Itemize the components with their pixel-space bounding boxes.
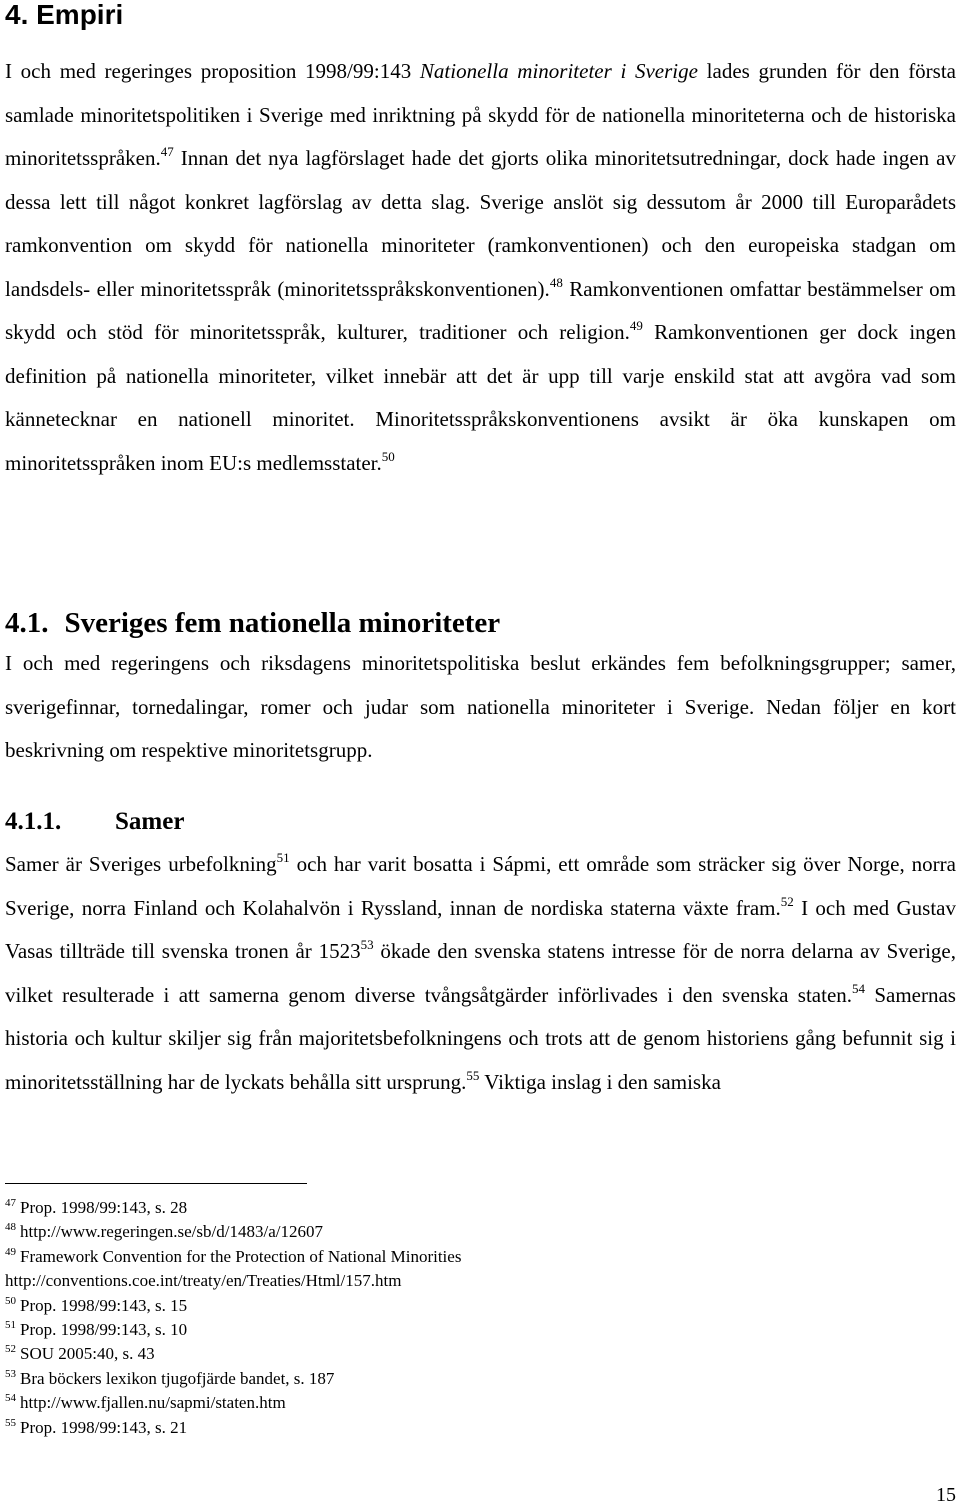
footnote-number: 52 [5, 1343, 16, 1356]
text-run: Viktiga inslag i den samiska [479, 1069, 721, 1094]
footnote-text: Prop. 1998/99:143, s. 15 [20, 1295, 188, 1315]
footnote-52 [5, 1342, 956, 1366]
footnote-number: 54 [5, 1392, 16, 1405]
text-run: Ramkonventionen ger dock ingen definition på nationella minoriteter, vilket innebär att det är upp till varje enskild stat att avgöra vad som kännetecknar en nationell minoritet. Minoritetsspråkskonventionens avsikt är öka kunskapen om minoritetsspråken inom EU:s medlemsstater. [5, 320, 957, 475]
section-number: 4.1. [5, 607, 49, 639]
footnote-49 [5, 1245, 956, 1269]
footnote-text: Prop. 1998/99:143, s. 10 [20, 1320, 188, 1340]
footnote-number: 50 [5, 1294, 16, 1307]
text-run: I och med Gustav Vasas tillträde till svenska tronen år 1523 [5, 895, 956, 963]
footnotes [5, 1196, 956, 1440]
footnote-text: SOU 2005:40, s. 43 [20, 1344, 155, 1364]
footnote-text: Bra böckers lexikon tjugofjärde bandet, s. 187 [20, 1368, 335, 1388]
footnote-text: Framework Convention for the Protection of National Minorities [20, 1246, 462, 1266]
chapter-heading: 4. Empiri [5, 0, 124, 30]
footnote-link[interactable]: http://www.fjallen.nu/sapmi/staten.htm [20, 1393, 286, 1413]
footnote-ref-52[interactable]: 52 [780, 893, 794, 909]
footnote-50 [5, 1294, 956, 1318]
text-run: Innan det nya lagförslaget hade det gjorts olika minoritetsutredningar, dock hade ingen av dessa lett till något konkret lagförslag av detta slag. Sverige anslöt sig dessutom år 2000 till Europarådets ramkonvention om skydd för nationella minoriteter (ramkonventionen) och den europeiska stadgan om landsdels- eller minoritetsspråk (minoritetsspråkskonventionen). [5, 146, 956, 301]
footnote-number: 47 [5, 1197, 16, 1209]
footnote-48 [5, 1220, 956, 1244]
text-run: Ramkonventionen omfattar bestämmelser om skydd och stöd för minoritetsspråk, kulturer, traditioner och religion. [5, 276, 956, 344]
footnote-55 [5, 1416, 956, 1440]
footnote-54 [5, 1391, 956, 1415]
footnote-ref-54[interactable]: 54 [852, 980, 866, 996]
page-number: 15 [936, 1484, 956, 1506]
text-run: I och med regeringes proposition 1998/99:143 [5, 59, 420, 83]
footnote-number: 53 [5, 1367, 16, 1380]
footnote-49-url [5, 1269, 956, 1293]
samer-paragraph [5, 843, 956, 1104]
footnote-number: 51 [5, 1319, 16, 1332]
footnote-47 [5, 1196, 956, 1220]
text-run: Samernas historia och kultur skiljer sig från majoritetsbefolkningens och trots att de genom historiens gång befunnit sig i minoritetsställning har de lyckats behålla sitt ursprung. [5, 982, 956, 1094]
footnote-ref-50[interactable]: 50 [381, 448, 395, 464]
footnote-53 [5, 1367, 956, 1391]
text-run: Samer är Sveriges urbefolkning [5, 852, 277, 876]
text-run: och har varit bosatta i Sápmi, ett område som sträcker sig över Norge, norra Sverige, norra Finland och Kolahalvön i Ryssland, innan de nordiska staterna växte fram. [5, 852, 956, 920]
footnote-ref-48[interactable]: 48 [549, 274, 563, 290]
text-run: lades grunden för den första samlade minoritetspolitiken i Sverige med inriktning på skydd för de nationella minoriteterna och de historiska minoritetsspråken. [5, 59, 957, 170]
proposition-title: Nationella minoriteter i Sverige [419, 59, 698, 83]
footnote-text: Prop. 1998/99:143, s. 28 [20, 1198, 188, 1217]
subsection-number: 4.1.1. [5, 808, 62, 835]
footnote-link[interactable]: http://www.regeringen.se/sb/d/1483/a/12607 [20, 1222, 323, 1242]
section-paragraph: I och med regeringens och riksdagens minoritetspolitiska beslut erkändes fem befolkningsgrupper; samer, sverigefinnar, tornedalingar, romer och judar som nationella minoriteter i Sverige. Nedan följer en kort beskrivning om respektive minoritetsgrupp. [5, 651, 956, 762]
footnote-ref-47[interactable]: 47 [160, 144, 174, 159]
intro-paragraph [5, 50, 956, 485]
footnote-number: 48 [5, 1221, 16, 1234]
section-heading [5, 607, 500, 639]
footnote-ref-53[interactable]: 53 [360, 937, 374, 952]
subsection-heading [5, 807, 184, 837]
footnote-number: 55 [5, 1416, 16, 1429]
footnote-number: 49 [5, 1245, 16, 1258]
footnote-separator [5, 1183, 307, 1184]
footnote-51 [5, 1318, 956, 1342]
footnote-ref-51[interactable]: 51 [276, 850, 290, 865]
subsection-title: Samer [115, 808, 185, 835]
footnote-ref-55[interactable]: 55 [466, 1067, 480, 1083]
document-page [5, 0, 956, 1509]
footnote-link[interactable]: http://conventions.coe.int/treaty/en/Treaties/Html/157.htm [5, 1271, 402, 1291]
section-title: Sveriges fem nationella minoriteter [64, 607, 501, 639]
text-run: ökade den svenska statens intresse för de norra delarna av Sverige, vilket resulterade i att samerna genom diverse tvångsåtgärder införlivades i den svenska staten. [5, 939, 956, 1007]
footnote-ref-49[interactable]: 49 [629, 318, 643, 333]
footnote-text: Prop. 1998/99:143, s. 21 [20, 1417, 188, 1437]
